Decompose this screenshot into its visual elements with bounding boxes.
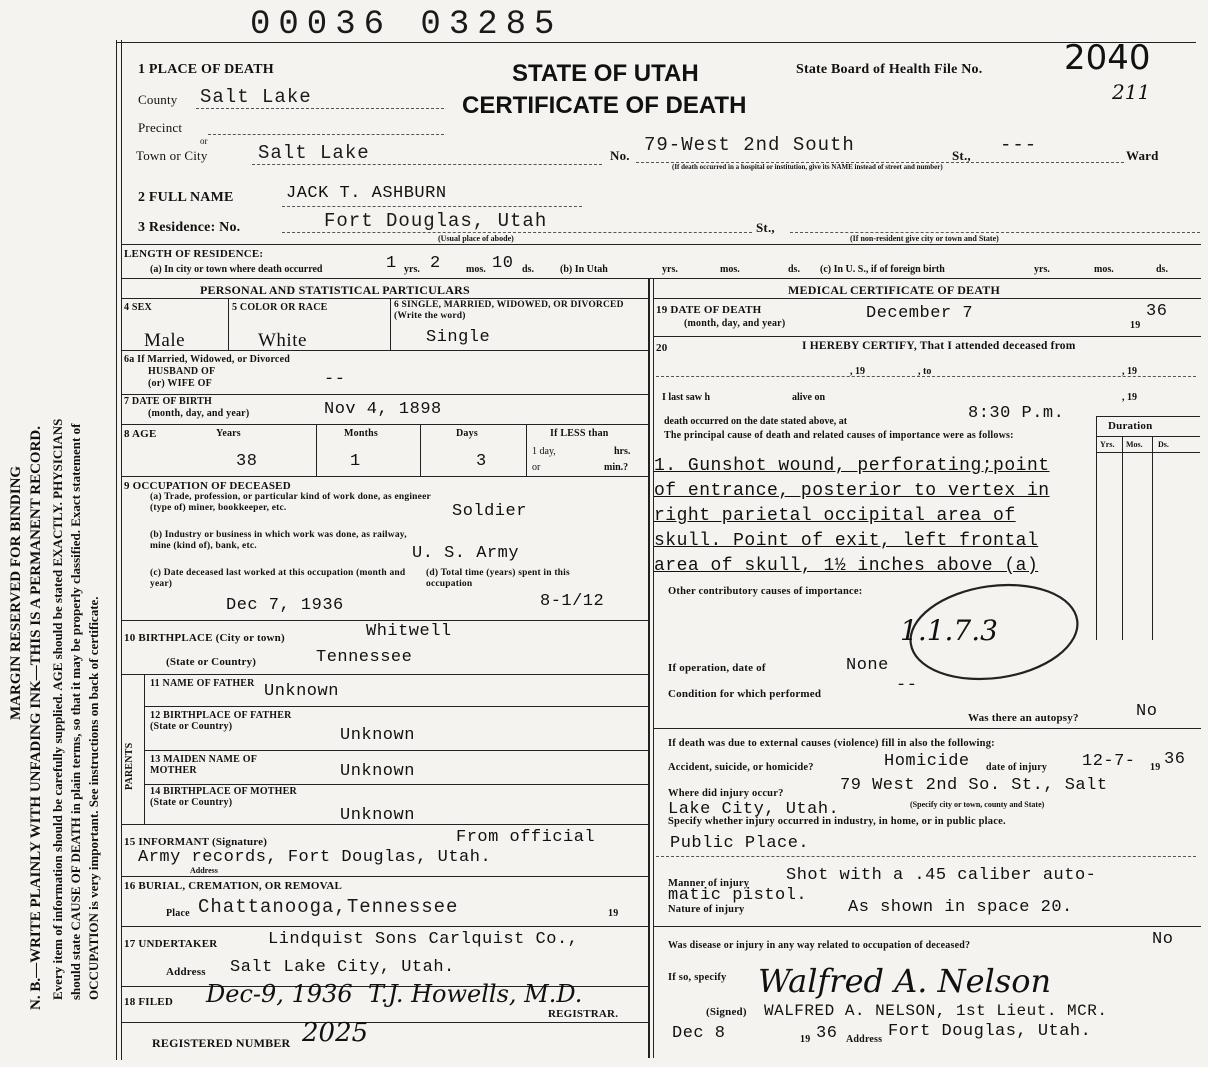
where-value-1: 79 West 2nd So. St., Salt xyxy=(840,776,1108,795)
street-no-label: No. xyxy=(610,148,630,163)
residence-value: Fort Douglas, Utah xyxy=(324,210,548,232)
ifso-label: If so, specify xyxy=(668,972,727,983)
age-days-label: Days xyxy=(456,428,478,439)
or-label: or xyxy=(200,136,208,146)
birthplace-state-value: Tennessee xyxy=(316,648,413,667)
file-number-label: State Board of Health File No. xyxy=(796,62,983,77)
length-a-label: (a) In city or town where death occurred xyxy=(150,264,323,275)
town-line xyxy=(252,164,602,165)
length-ds-label: ds. xyxy=(522,264,534,275)
certify-19b: , 19 xyxy=(1122,366,1137,377)
medical-heading: MEDICAL CERTIFICATE OF DEATH xyxy=(788,283,1000,297)
occupation-row-rule xyxy=(121,620,648,621)
place-value: Public Place. xyxy=(670,834,810,853)
duration-ds: Ds. xyxy=(1158,440,1169,449)
nature-row-rule xyxy=(653,926,1201,927)
informant-value-1: From official xyxy=(456,828,596,847)
occupation-related-label: Was disease or injury in any way related to occupation of deceased? xyxy=(668,940,971,951)
length-bottom-rule xyxy=(121,278,1201,279)
cause-line: 1. Gunshot wound, perforating;point xyxy=(654,456,1050,476)
specify-label: Specify whether injury occurred in industry, in home, or in public place. xyxy=(668,816,1006,827)
dod-label: 19 DATE OF DEATH xyxy=(656,304,762,316)
sig-year: 36 xyxy=(816,1024,838,1043)
mother-birthplace-label: 14 BIRTHPLACE OF MOTHER (State or Country) xyxy=(150,786,297,808)
sex-value: Male xyxy=(144,330,186,351)
occupation-a-label: (a) Trade, profession, or particular kind of work done, as engineer (type of) miner, bookkeeper, etc. xyxy=(150,492,431,513)
place-of-death-heading: 1 PLACE OF DEATH xyxy=(138,62,274,77)
dod-19: 19 xyxy=(1130,320,1141,331)
usual-abode-note: (Usual place of abode) xyxy=(438,234,514,243)
alive-label: alive on xyxy=(792,392,826,403)
mother-birthplace-value: Unknown xyxy=(340,806,415,825)
informant-label: 15 INFORMANT (Signature) xyxy=(124,836,268,848)
father-value: Unknown xyxy=(264,682,339,701)
lessthan-hrs: hrs. xyxy=(614,446,631,457)
injury-19: 19 xyxy=(1150,762,1161,773)
where-value-2: Lake City, Utah. xyxy=(668,800,840,819)
ward-value: --- xyxy=(1000,134,1038,156)
filed-row-rule xyxy=(121,1022,648,1023)
length-c-mos: mos. xyxy=(1094,264,1114,275)
town-label: Town or City xyxy=(136,148,208,163)
age-label: 8 AGE xyxy=(124,428,157,440)
sex-row-rule xyxy=(121,350,648,351)
nature-label: Nature of injury xyxy=(668,904,745,915)
ward-label: Ward xyxy=(1126,148,1159,163)
residence-line xyxy=(282,232,752,233)
burial-value: Chattanooga,Tennessee xyxy=(198,896,459,918)
industry-value: U. S. Army xyxy=(412,544,520,563)
length-mos-label: mos. xyxy=(466,264,486,275)
county-line xyxy=(196,108,444,109)
margin-instructions-2: should state CAUSE OF DEATH in plain terms, so that it may be properly classified. Exact statement of xyxy=(68,423,83,1000)
certify-to: , to xyxy=(918,366,932,377)
length-b-ds: ds. xyxy=(788,264,800,275)
informant-value-2: Army records, Fort Douglas, Utah. xyxy=(138,848,492,867)
registered-number-label: REGISTERED NUMBER xyxy=(152,1036,291,1050)
occupation-b-label: (b) Industry or business in which work was done, as railway, mine (kind of), bank, etc. xyxy=(150,530,407,551)
length-yrs-label: yrs. xyxy=(404,264,420,275)
nonresident-note: (If non-resident give city or town and State) xyxy=(850,234,999,243)
birthplace-label: 10 BIRTHPLACE (City or town) xyxy=(124,632,285,644)
lessthan-or: or xyxy=(532,462,541,473)
personal-heading: PERSONAL AND STATISTICAL PARTICULARS xyxy=(200,283,470,297)
form-left-border xyxy=(116,40,117,1060)
form-state-title: STATE OF UTAH xyxy=(512,60,699,87)
cause-label: The principal cause of death and related causes of importance were as follows: xyxy=(664,430,1014,441)
spouse-label-3: (or) WIFE OF xyxy=(148,378,212,389)
place-line xyxy=(656,856,1196,857)
condition-label: Condition for which performed xyxy=(668,688,822,700)
mother-row-rule xyxy=(144,784,648,785)
length-b-yrs: yrs. xyxy=(662,264,678,275)
sig-19: 19 xyxy=(800,1034,811,1045)
sex-divider xyxy=(228,298,229,350)
cause-line: area of skull, 1½ inches above (a) xyxy=(654,556,1039,576)
age-row-rule xyxy=(121,476,648,477)
margin-instructions-3: OCCUPATION is very important. See instructions on back of certificate. xyxy=(86,596,101,1000)
duration-col-1 xyxy=(1122,436,1123,640)
residence-label: 3 Residence: No. xyxy=(138,220,241,235)
duration-sub-rule xyxy=(1096,452,1200,453)
operation-value: None xyxy=(846,656,889,675)
marital-label: 6 SINGLE, MARRIED, WIDOWED, OR DIVORCED (Write the word) xyxy=(394,300,624,321)
certify-line xyxy=(656,376,1196,377)
full-name-label: 2 FULL NAME xyxy=(138,190,234,205)
dob-row-rule xyxy=(121,424,648,425)
injury-year: 36 xyxy=(1164,750,1186,769)
length-b-label: (b) In Utah xyxy=(560,264,608,275)
sig-date-value: Dec 8 xyxy=(672,1024,726,1043)
dod-value: December 7 xyxy=(866,304,974,323)
lastsaw-label: I last saw h xyxy=(662,392,711,403)
birthplace-row-rule xyxy=(121,674,648,675)
parents-label: PARENTS xyxy=(124,742,135,790)
undertaker-label: 17 UNDERTAKER xyxy=(124,938,218,950)
occurred-label: death occurred on the date stated above, at xyxy=(664,416,848,427)
lastsaw-19: , 19 xyxy=(1122,392,1137,403)
homicide-value: Homicide xyxy=(884,752,970,771)
certify-number: 20 xyxy=(656,342,668,354)
lessthan-min: min.? xyxy=(604,462,629,473)
filed-value: Dec-9, 1936 xyxy=(206,980,353,1008)
lessthan-label: If LESS than xyxy=(550,428,609,439)
length-heading: LENGTH OF RESIDENCE: xyxy=(124,248,264,260)
signed-label: (Signed) xyxy=(706,1006,747,1018)
age-months-value: 1 xyxy=(350,452,361,471)
dob-label: 7 DATE OF BIRTH xyxy=(124,396,212,407)
precinct-line xyxy=(208,134,444,135)
occupation-related-value: No xyxy=(1152,930,1174,949)
margin-instructions-1: Every item of information should be carefully supplied. AGE should be stated EXACTLY. PHYSICIANS xyxy=(50,418,65,1000)
marital-value: Single xyxy=(426,328,491,347)
time-of-death: 8:30 P.m. xyxy=(968,404,1065,423)
registrar-label: REGISTRAR. xyxy=(548,1008,619,1020)
nature-value: As shown in space 20. xyxy=(848,898,1073,917)
sex-label: 4 SEX xyxy=(124,302,152,313)
race-label: 5 COLOR OR RACE xyxy=(232,302,328,313)
manner-label: Manner of injury xyxy=(668,878,750,889)
operation-label: If operation, date of xyxy=(668,662,766,674)
burial-19: 19 xyxy=(608,908,619,919)
street-value: 79-West 2nd South xyxy=(644,134,855,156)
registrar-signature: T.J. Howells, M.D. xyxy=(368,980,583,1008)
column-divider-2 xyxy=(653,278,654,1058)
length-b-mos: mos. xyxy=(720,264,740,275)
town-value: Salt Lake xyxy=(258,142,370,164)
dob-value: Nov 4, 1898 xyxy=(324,400,442,419)
dod-sub: (month, day, and year) xyxy=(684,318,786,329)
mother-label: 13 MAIDEN NAME OF MOTHER xyxy=(150,754,257,776)
residence-st-label: St., xyxy=(756,220,775,235)
undertaker-address-value: Salt Lake City, Utah. xyxy=(230,958,455,977)
age-divider-1 xyxy=(316,424,317,476)
dod-year: 36 xyxy=(1146,302,1168,321)
certify-text: I HEREBY CERTIFY, That I attended deceased from xyxy=(802,340,1076,352)
lessthan-day: 1 day, xyxy=(532,446,556,457)
birthplace-city-value: Whitwell xyxy=(366,622,452,641)
sig-address-value: Fort Douglas, Utah. xyxy=(888,1022,1092,1041)
informant-row-rule xyxy=(121,876,648,877)
length-c-ds: ds. xyxy=(1156,264,1168,275)
full-name-value: JACK T. ASHBURN xyxy=(286,184,447,203)
father-label: 11 NAME OF FATHER xyxy=(150,678,255,689)
burial-row-rule xyxy=(121,926,648,927)
specify-city-note: (Specify city or town, county and State) xyxy=(910,800,1045,809)
occupation-c-label: (c) Date deceased last worked at this occupation (month and year) xyxy=(150,568,406,589)
medical-heading-rule xyxy=(653,298,1201,299)
where-label: Where did injury occur? xyxy=(668,788,784,799)
cause-line: of entrance, posterior to vertex in xyxy=(654,481,1050,501)
street-line xyxy=(636,162,1124,163)
county-value: Salt Lake xyxy=(200,86,312,108)
injury-date-value: 12-7- xyxy=(1082,752,1136,771)
length-years: 1 xyxy=(386,254,397,273)
informant-address-label: Address xyxy=(190,866,218,875)
name-line xyxy=(282,206,582,207)
mother-value: Unknown xyxy=(340,762,415,781)
dob-sub: (month, day, and year) xyxy=(148,408,250,419)
form-left-border-inner xyxy=(121,40,122,1060)
birthplace-state-label: (State or Country) xyxy=(166,656,257,668)
serial-number: 00036 03285 xyxy=(250,6,563,44)
manner-value-2: matic pistol. xyxy=(668,886,808,905)
hospital-note: (If death occurred in a hospital or institution, give its NAME instead of street and number) xyxy=(672,163,943,171)
physician-signature: Walfred A. Nelson xyxy=(758,962,1052,1000)
filed-label: 18 FILED xyxy=(124,996,173,1008)
occupation-heading: 9 OCCUPATION OF DECEASED xyxy=(124,480,291,492)
file-sub-number: 211 xyxy=(1112,80,1151,104)
length-months: 2 xyxy=(430,254,441,273)
duration-box-left xyxy=(1096,416,1097,640)
homicide-label: Accident, suicide, or homicide? xyxy=(668,762,814,773)
injury-date-label: date of injury xyxy=(986,762,1048,773)
personal-heading-rule xyxy=(121,298,648,299)
circled-annotation-text: 1.1.7.3 xyxy=(900,614,998,647)
spouse-row-rule xyxy=(121,394,648,395)
age-years-label: Years xyxy=(216,428,241,439)
length-days: 10 xyxy=(492,254,514,273)
spouse-value: -- xyxy=(324,370,346,389)
occupation-value: Soldier xyxy=(452,502,527,521)
age-days-value: 3 xyxy=(476,452,487,471)
external-label: If death was due to external causes (violence) fill in also the following: xyxy=(668,738,995,749)
signer-value: WALFRED A. NELSON, 1st Lieut. MCR. xyxy=(764,1002,1108,1020)
file-number: 2040 xyxy=(1064,38,1151,78)
condition-value: -- xyxy=(896,676,918,695)
autopsy-value: No xyxy=(1136,702,1158,721)
age-months-label: Months xyxy=(344,428,378,439)
race-divider xyxy=(390,298,391,350)
parents-divider xyxy=(144,674,145,824)
form-title: CERTIFICATE OF DEATH xyxy=(462,92,747,119)
duration-mos: Mos. xyxy=(1126,440,1143,449)
length-c-label: (c) In U. S., if of foreign birth xyxy=(820,264,945,275)
total-time-value: 8-1/12 xyxy=(540,592,605,611)
manner-value-1: Shot with a .45 caliber auto- xyxy=(786,866,1097,885)
margin-binding-note: MARGIN RESERVED FOR BINDING xyxy=(8,465,24,720)
undertaker-value: Lindquist Sons Carlquist Co., xyxy=(268,930,579,949)
precinct-label: Precinct xyxy=(138,120,183,135)
burial-label: 16 BURIAL, CREMATION, OR REMOVAL xyxy=(124,880,343,892)
certify-19a: , 19 xyxy=(850,366,865,377)
county-label: County xyxy=(138,92,178,107)
margin-warning: N. B.—WRITE PLAINLY WITH UNFADING INK—THIS IS A PERMANENT RECORD. xyxy=(28,426,44,1010)
duration-box-top xyxy=(1096,416,1200,417)
age-divider-2 xyxy=(420,424,421,476)
length-c-yrs: yrs. xyxy=(1034,264,1050,275)
father-row-rule xyxy=(144,706,648,707)
sig-address-label: Address xyxy=(846,1034,883,1045)
duration-col-2 xyxy=(1152,436,1153,640)
race-value: White xyxy=(258,330,307,351)
cause-line: right parietal occipital area of xyxy=(654,506,1016,526)
father-birthplace-label: 12 BIRTHPLACE OF FATHER (State or Country) xyxy=(150,710,292,732)
registered-number-value: 2025 xyxy=(302,1018,369,1048)
mother-bp-row-rule xyxy=(121,824,648,825)
duration-head-rule xyxy=(1096,436,1200,437)
father-birthplace-value: Unknown xyxy=(340,726,415,745)
autopsy-row-rule xyxy=(653,728,1201,729)
occupation-d-label: (d) Total time (years) spent in this occupation xyxy=(426,568,570,589)
burial-place-label: Place xyxy=(166,908,190,919)
length-top-rule xyxy=(121,244,1201,245)
dod-row-rule xyxy=(653,336,1201,337)
autopsy-label: Was there an autopsy? xyxy=(968,712,1079,724)
father-bp-row-rule xyxy=(144,750,648,751)
age-years-value: 38 xyxy=(236,452,258,471)
spouse-label-1: 6a If Married, Widowed, or Divorced xyxy=(124,354,290,365)
duration-yrs: Yrs. xyxy=(1100,440,1115,449)
age-divider-3 xyxy=(526,424,527,476)
undertaker-address-label: Address xyxy=(166,966,206,978)
duration-label: Duration xyxy=(1108,420,1153,432)
spouse-label-2: HUSBAND OF xyxy=(148,366,216,377)
street-st-label: St., xyxy=(952,148,971,163)
contrib-label: Other contributory causes of importance: xyxy=(668,586,863,597)
cause-line: skull. Point of exit, left frontal xyxy=(654,531,1039,551)
residence-line-2 xyxy=(790,232,1200,233)
last-worked-value: Dec 7, 1936 xyxy=(226,596,344,615)
column-divider xyxy=(648,278,650,1058)
